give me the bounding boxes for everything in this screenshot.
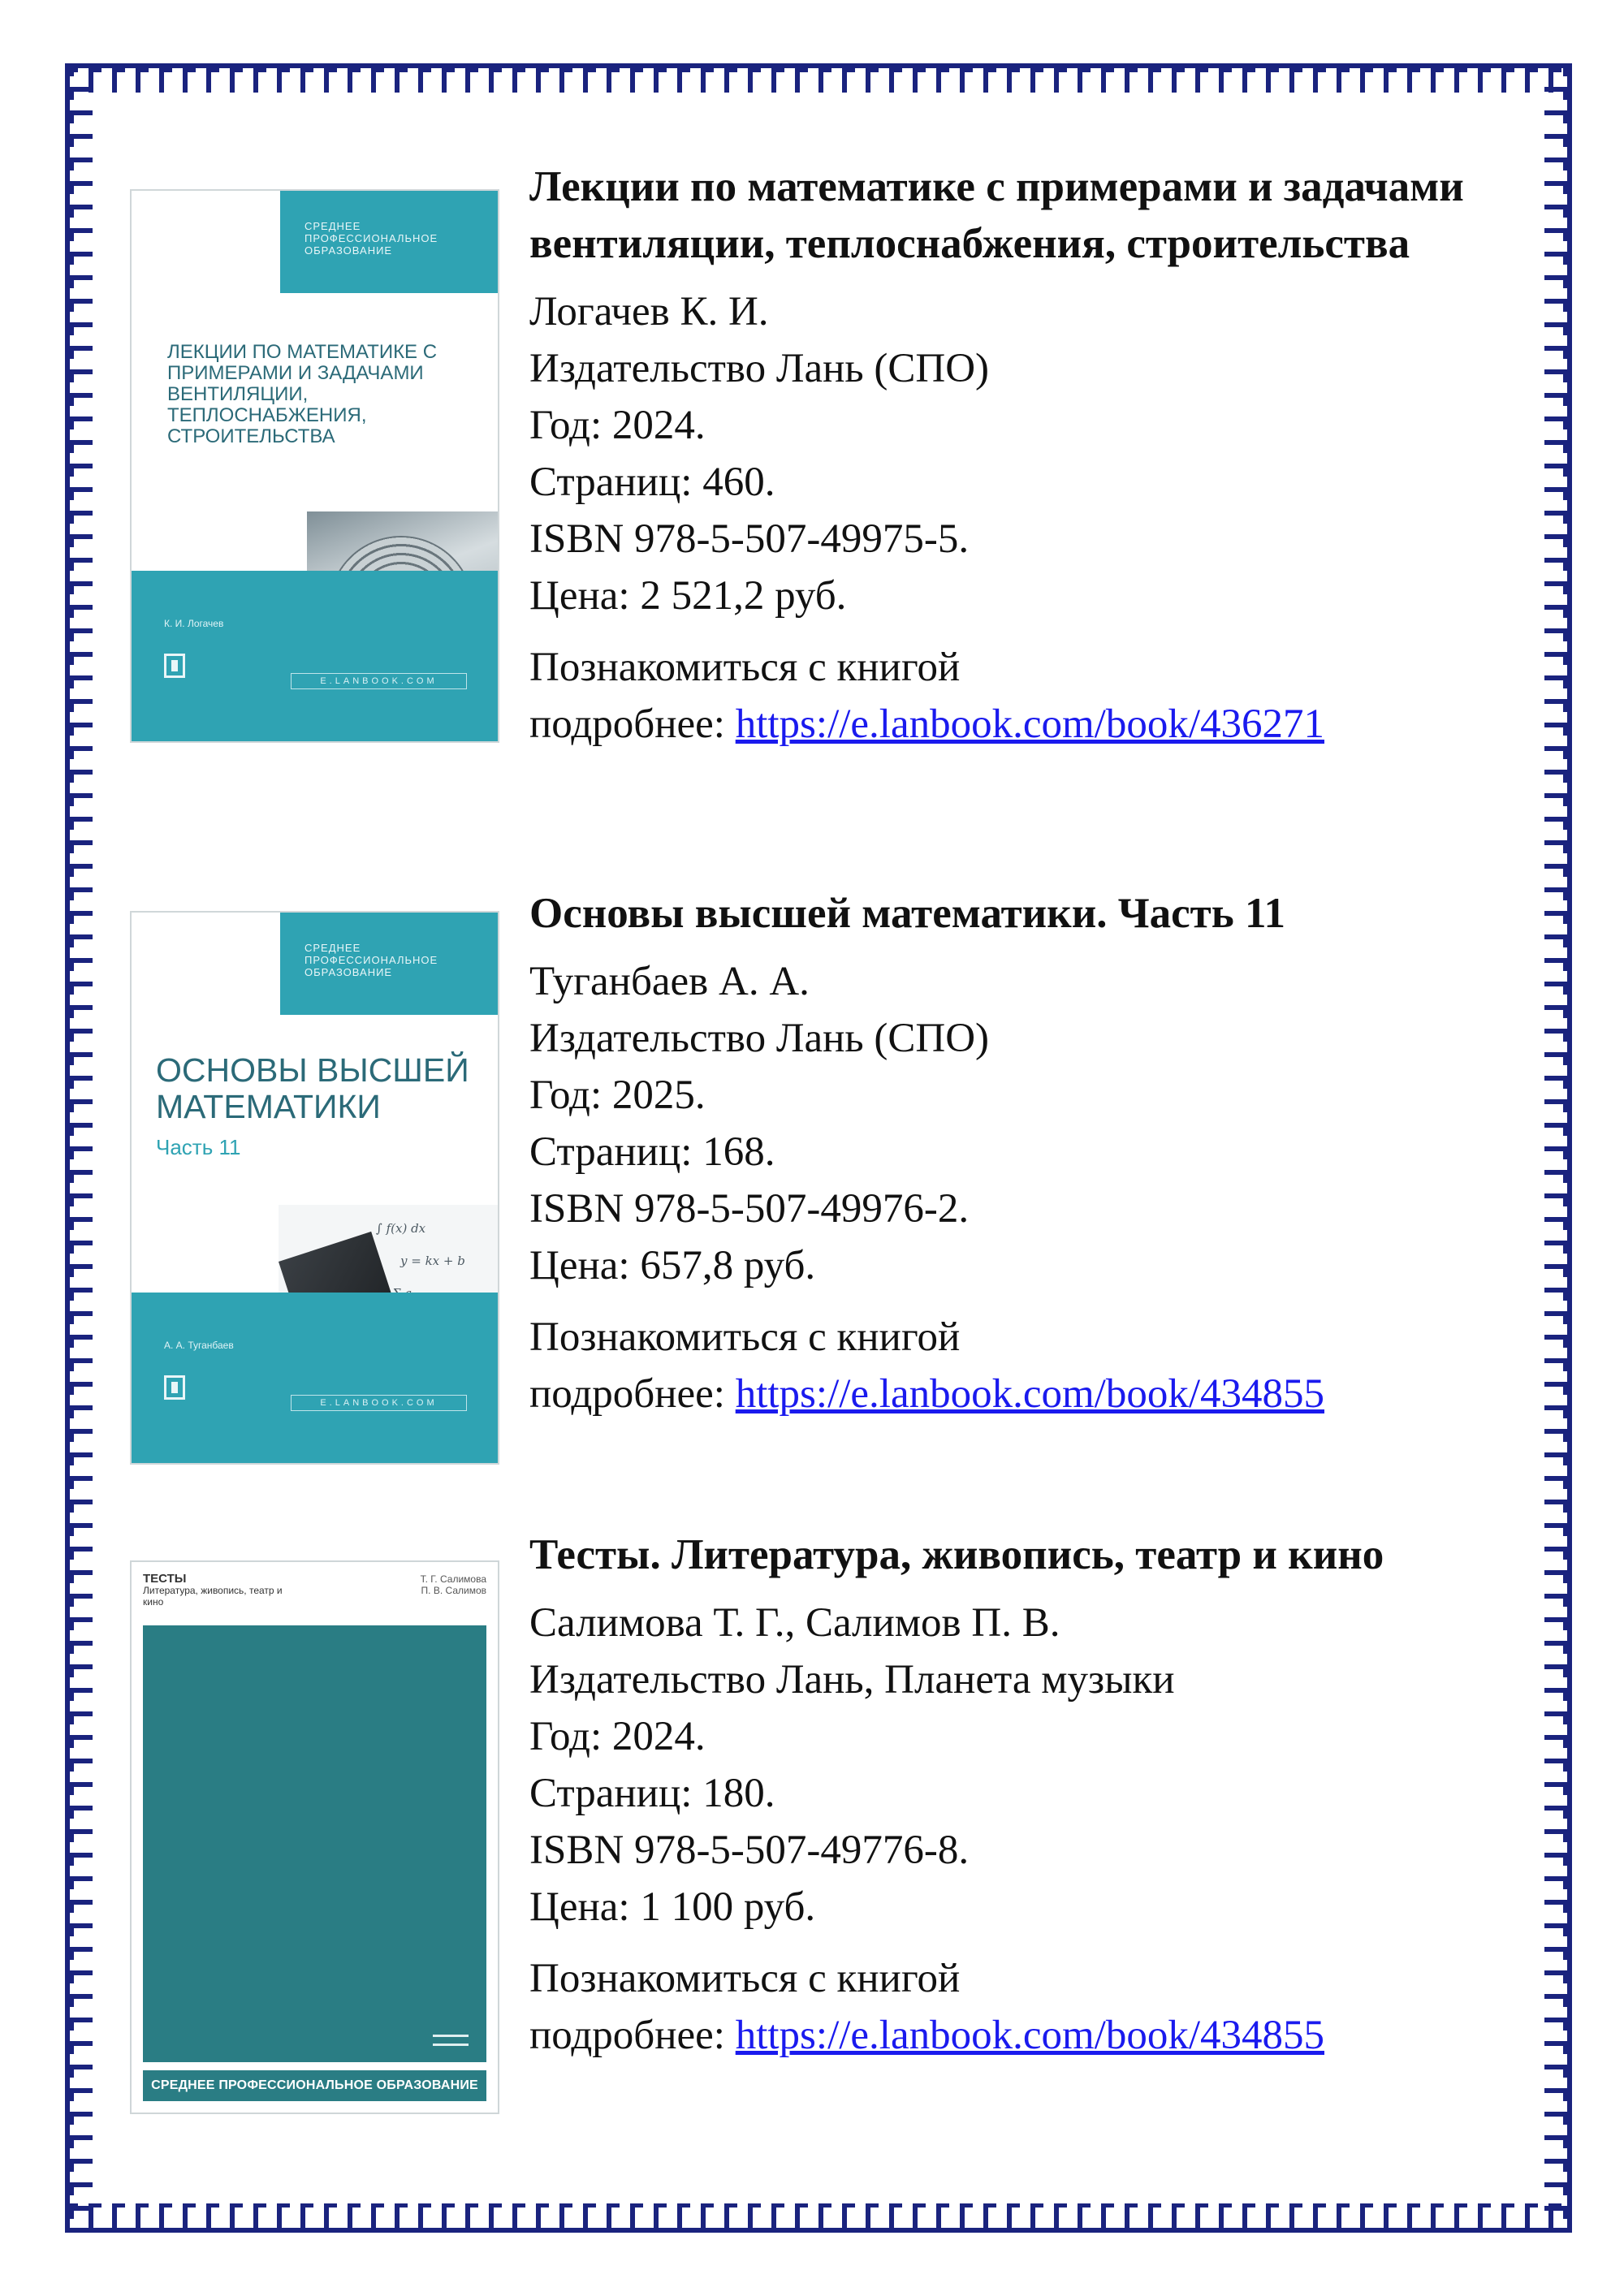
cover-author: К. И. Логачев <box>164 618 224 629</box>
book-title: Тесты. Литература, живопись, театр и кино <box>529 1531 1384 1578</box>
book-info <box>529 158 1527 753</box>
book-intro: Познакомиться с книгой <box>529 1314 961 1360</box>
cover-bottom-band <box>132 571 498 741</box>
book-isbn: ISBN 978-5-507-49975-5. <box>529 516 970 562</box>
book-price: Цена: 657,8 руб. <box>529 1243 816 1288</box>
cover-title: ЛЕКЦИИ ПО МАТЕМАТИКЕ С ПРИМЕРАМИ И ЗАДАЧАМИ ВЕНТИЛЯЦИИ, ТЕПЛОСНАБЖЕНИЯ, СТРОИТЕЛЬСТВА <box>167 341 438 447</box>
book-year: Год: 2024. <box>529 1714 706 1759</box>
page-border-left <box>65 63 97 2233</box>
page-border-top <box>65 63 1572 96</box>
cover-part: Часть 11 <box>156 1135 241 1159</box>
cover-series-label: СРЕДНЕЕ ПРОФЕССИОНАЛЬНОЕ ОБРАЗОВАНИЕ <box>280 913 498 1015</box>
book-publisher: Издательство Лань, Планета музыки <box>529 1657 1175 1703</box>
cover-title <box>156 1052 481 1166</box>
publisher-logo-icon <box>164 654 185 678</box>
page-border-bottom <box>65 2200 1572 2233</box>
book-author: Логачев К. И. <box>529 289 769 334</box>
book-pages: Страниц: 460. <box>529 460 775 505</box>
book-intro: Познакомиться с книгой <box>529 645 961 690</box>
book-pages: Страниц: 168. <box>529 1129 775 1175</box>
cover-series-label: СРЕДНЕЕ ПРОФЕССИОНАЛЬНОЕ ОБРАЗОВАНИЕ <box>280 191 498 293</box>
book-author: Салимова Т. Г., Салимов П. В. <box>529 1600 1060 1646</box>
book-link-prefix: подробнее: <box>529 2013 736 2058</box>
book-cover[interactable] <box>130 189 499 743</box>
formula-graphic: ∫ f(x) dx <box>376 1221 426 1236</box>
book-info <box>529 1526 1527 2064</box>
book-price: Цена: 1 100 руб. <box>529 1884 816 1930</box>
cover-bottom-band <box>132 1293 498 1463</box>
book-isbn: ISBN 978-5-507-49776-8. <box>529 1828 970 1873</box>
cover-author: А. А. Туганбаев <box>164 1340 234 1351</box>
book-isbn: ISBN 978-5-507-49976-2. <box>529 1186 970 1232</box>
book-publisher: Издательство Лань (СПО) <box>529 346 990 391</box>
book-pages: Страниц: 180. <box>529 1771 775 1816</box>
book-link[interactable]: https://e.lanbook.com/book/434855 <box>735 2013 1324 2058</box>
cover-panel <box>143 1625 486 2062</box>
book-title: Основы высшей математики. Часть 11 <box>529 890 1286 937</box>
publisher-logo-icon <box>164 1375 185 1400</box>
cover-site: E.LANBOOK.COM <box>291 673 467 689</box>
book-publisher: Издательство Лань (СПО) <box>529 1016 990 1061</box>
book-intro: Познакомиться с книгой <box>529 1956 961 2001</box>
book-link-line <box>529 2007 1527 2064</box>
book-link[interactable]: https://e.lanbook.com/book/436271 <box>735 701 1324 747</box>
book-link[interactable]: https://e.lanbook.com/book/434855 <box>735 1371 1324 1417</box>
cover-header <box>143 1573 486 1619</box>
page-border-right <box>1540 63 1572 2233</box>
cover-authors <box>421 1573 486 1596</box>
book-link-prefix: подробнее: <box>529 1371 736 1417</box>
book-price: Цена: 2 521,2 руб. <box>529 573 847 619</box>
cover-footer: СРЕДНЕЕ ПРОФЕССИОНАЛЬНОЕ ОБРАЗОВАНИЕ <box>143 2070 486 2101</box>
cover-author: Т. Г. Салимова <box>420 1573 486 1585</box>
cover-site: E.LANBOOK.COM <box>291 1395 467 1411</box>
book-info <box>529 885 1527 1422</box>
book-title: Лекции по математике с примерами и задачами вентиляции, теплоснабжения, строительства <box>529 163 1464 267</box>
cover-title: ТЕСТЫ <box>143 1572 187 1586</box>
book-link-line <box>529 696 1527 753</box>
book-link-line <box>529 1366 1527 1422</box>
book-year: Год: 2025. <box>529 1072 706 1118</box>
cover-author: П. В. Салимов <box>421 1585 486 1596</box>
book-year: Год: 2024. <box>529 403 706 448</box>
book-link-prefix: подробнее: <box>529 701 736 747</box>
publisher-logo-icon <box>433 2035 469 2046</box>
formula-graphic: y = kx + b <box>400 1254 465 1268</box>
cover-title-text: ОСНОВЫ ВЫСШЕЙ МАТЕМАТИКИ <box>156 1051 469 1125</box>
book-author: Туганбаев А. А. <box>529 959 810 1004</box>
book-cover[interactable] <box>130 911 499 1465</box>
book-cover[interactable] <box>130 1560 499 2114</box>
cover-subtitle: Литература, живопись, театр и кино <box>143 1585 283 1608</box>
